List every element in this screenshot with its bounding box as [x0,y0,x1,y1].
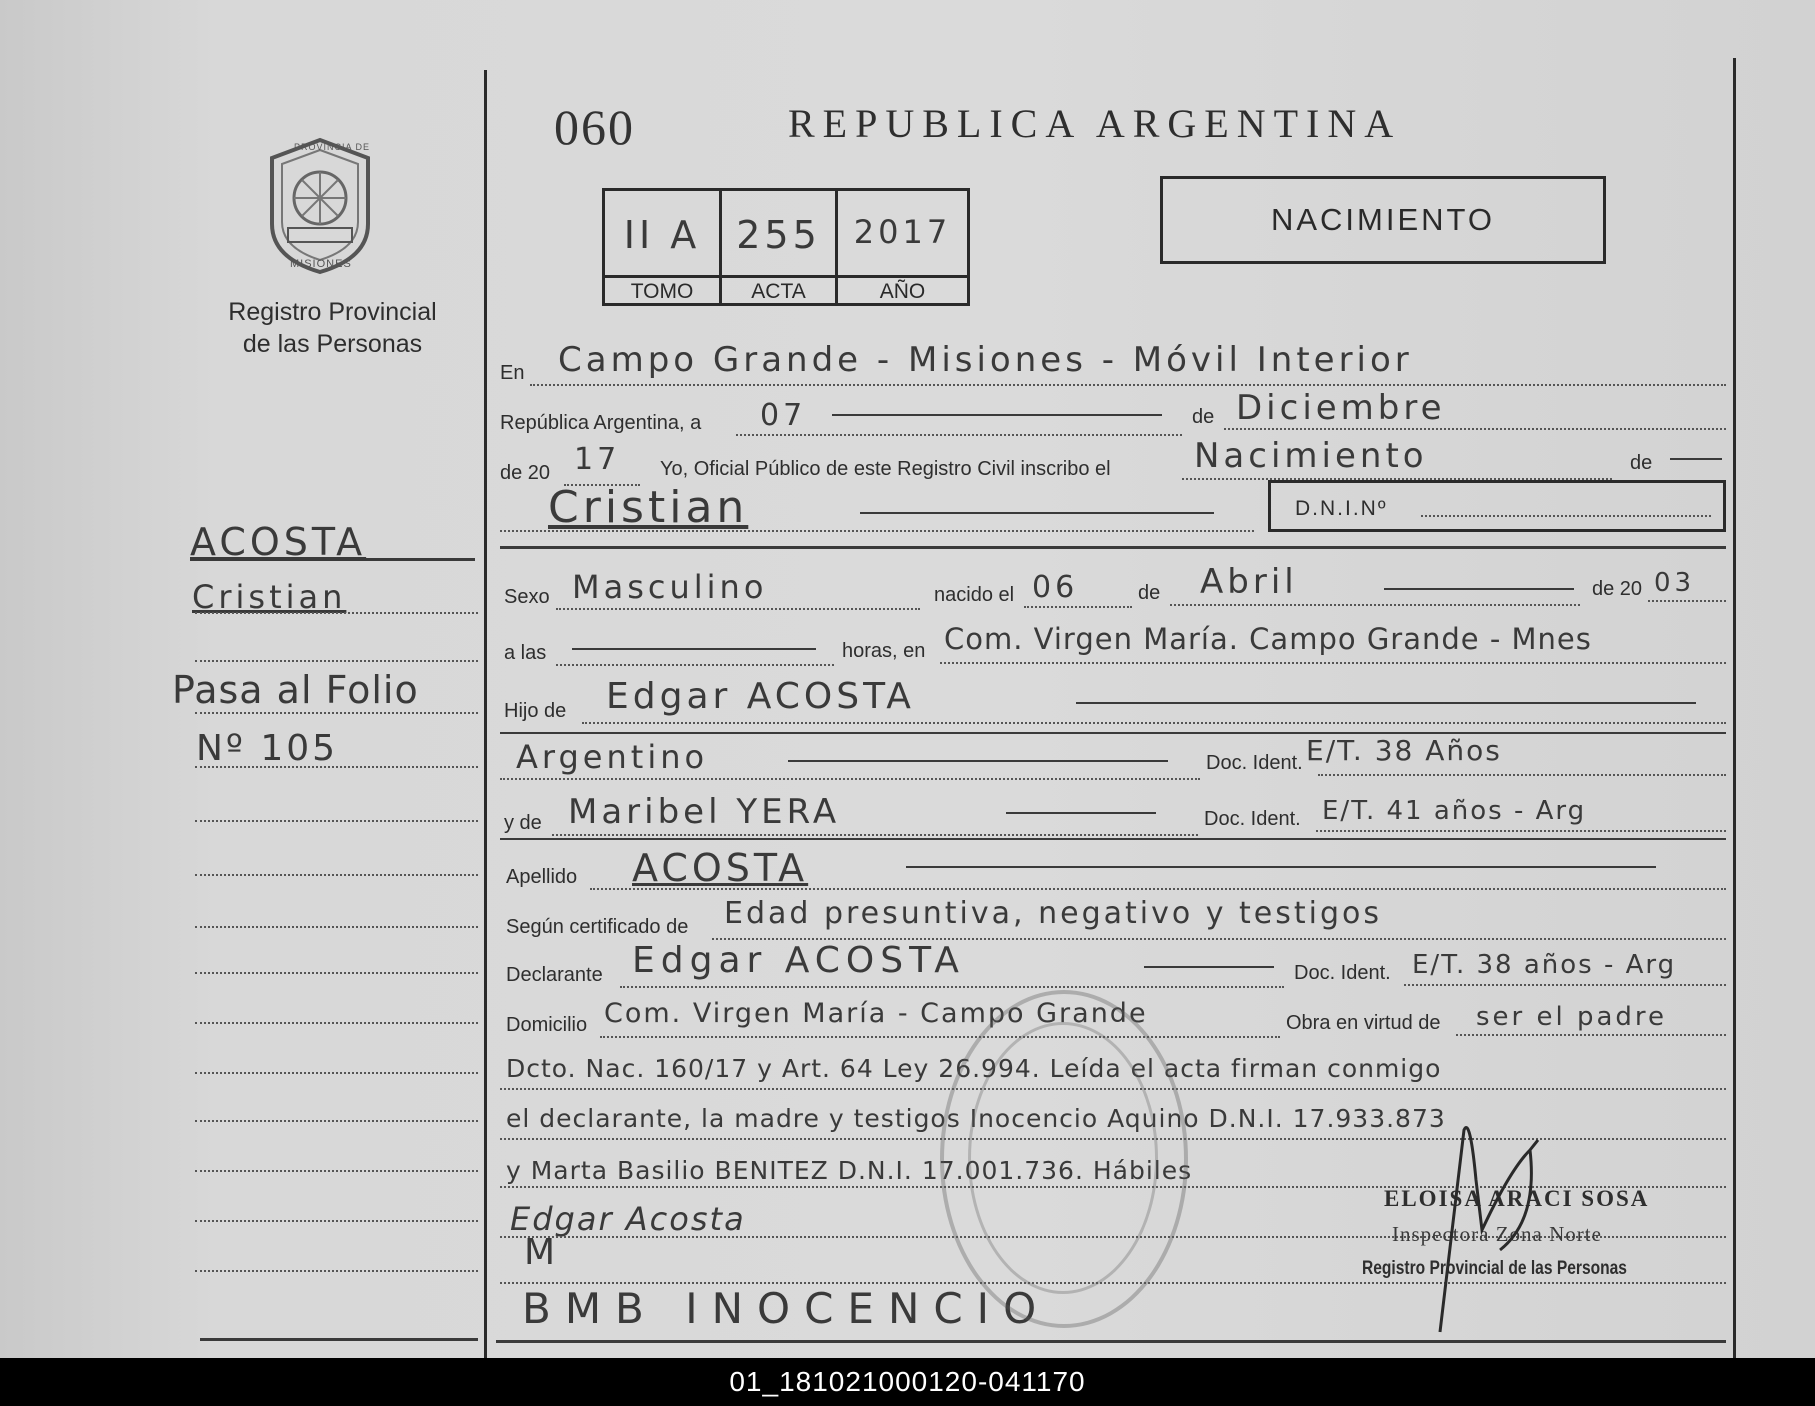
obra-value: ser el padre [1476,1002,1668,1032]
year-suffix: 17 [574,442,621,477]
tomo-label: TOMO [605,275,719,306]
tomo-cell [605,191,722,303]
margin-folio-line1: Pasa al Folio [172,668,419,712]
declarant-doc-value: E/T. 38 años - Arg [1412,950,1677,980]
registry-name-line2: de las Personas [242,330,423,358]
declarant-doc-line [1404,984,1726,986]
margin-surname-rule [190,558,475,561]
domicilio-label: Domicilio [506,1014,588,1036]
nationality-dash [788,760,1168,762]
observations-line2: el declarante, la madre y testigos Inocencio Aquino D.N.I. 17.933.873 [506,1104,1446,1133]
de1-label: de [1192,406,1215,428]
de2-label: de [1630,452,1653,474]
dni-label: D.N.I.Nº [1295,497,1388,520]
margin-line [195,1022,478,1024]
inscription-value: Nacimiento [1194,436,1428,476]
month-line [1224,428,1726,430]
margin-line [195,1270,478,1272]
day-dash [832,414,1162,416]
dni-box [1268,480,1726,532]
month-value: Diciembre [1236,388,1446,428]
image-id-bar: 01_181021000120-041170 [0,1358,1815,1406]
sex-value: Masculino [572,568,768,606]
mother-doc-line [1316,830,1726,832]
margin-line [195,612,478,614]
form-right-border [1733,58,1736,1358]
child-name: Cristian [548,482,749,533]
declarant-line [620,986,1284,988]
doc-ident-label: Doc. Ident. [1206,752,1303,774]
birth-month-line [1170,604,1580,606]
declarant-signature: Edgar Acosta [510,1200,746,1238]
birth-year-suffix: 03 [1654,568,1696,598]
record-type-box: NACIMIENTO [1160,176,1606,264]
father-nationality: Argentino [516,738,709,776]
surname-value: ACOSTA [632,846,809,890]
acta-label: ACTA [722,275,835,306]
birth-place-value: Com. Virgen María. Campo Grande - Mnes [944,622,1592,656]
birth-month-dash [1384,588,1574,590]
birth-month-value: Abril [1200,562,1298,602]
margin-line [195,1120,478,1122]
document-number: 060 [554,99,635,155]
margin-line [195,1072,478,1074]
margin-line [195,766,478,768]
official-office: Registro Provincial de las Personas [1362,1258,1627,1279]
year-prefix-label: de 20 [500,462,551,484]
day-value: 07 [760,398,807,433]
father-doc-line [1318,774,1726,776]
mother-value: Maribel YERA [568,792,841,832]
child-name-dash [860,512,1214,514]
oficial-label: Yo, Oficial Público de este Registro Civil inscribo el [660,458,1111,480]
registry-name [195,296,470,360]
day-line [736,434,1182,436]
mother-line [552,834,1198,836]
surname-dash [906,866,1656,868]
place-line [530,384,1726,386]
place-value: Campo Grande - Misiones - Móvil Interior [558,340,1413,380]
doc-ident-label: Doc. Ident. [1294,962,1391,984]
alas-label: a las [504,642,547,664]
yde-label: y de [504,812,542,834]
acta-cell [722,191,838,303]
margin-bottom-rule [200,1338,478,1341]
doc-ident-label: Doc. Ident. [1204,808,1301,830]
margin-given-name: Cristian [192,578,347,616]
de2-dash [1670,458,1722,460]
declarante-label: Declarante [506,964,603,986]
sexo-label: Sexo [504,586,550,608]
observations-line3: y Marta Basilio BENITEZ D.N.I. 17.001.736. Hábiles [506,1156,1193,1185]
obra-line [1456,1034,1726,1036]
seal-text-top: PROVINCIA DE [294,142,371,152]
official-stamp [940,990,1188,1328]
domicile-value: Com. Virgen María - Campo Grande [604,998,1148,1029]
initial-signature: M [524,1232,560,1273]
witness-signature: BMB INOCENCIO [522,1284,1051,1333]
margin-line [195,1170,478,1172]
observations-line1: Dcto. Nac. 160/17 y Art. 64 Ley 26.994. Leída el acta firman conmigo [506,1054,1442,1083]
reference-box [602,188,970,306]
section-rule [500,546,1726,549]
margin-line [195,660,478,662]
apellido-label: Apellido [506,866,578,888]
acta-value: 255 [736,213,821,257]
segun-label: Según certificado de [506,916,689,938]
father-rule [500,732,1726,734]
ano-value: 2017 [853,213,952,251]
registry-name-line1: Registro Provincial [228,298,437,326]
form-bottom-rule [496,1340,1726,1343]
hour-dash [572,648,816,650]
obra-label: Obra en virtud de [1286,1012,1441,1034]
margin-line [195,1220,478,1222]
domicile-line [600,1036,1280,1038]
margin-line [195,820,478,822]
birth-day-line [1024,606,1132,608]
stamp-inner-ring [968,1022,1158,1294]
nacido-label: nacido el [934,584,1015,606]
margin-line [195,926,478,928]
en-label: En [500,362,525,384]
birth-place-line [940,662,1726,664]
ano-cell [838,191,967,303]
country-title: REPUBLICA ARGENTINA [788,101,1402,146]
declarant-value: Edgar ACOSTA [632,940,965,981]
hijo-label: Hijo de [504,700,567,722]
child-name-line [500,530,1254,532]
father-value: Edgar ACOSTA [606,676,915,717]
margin-line [195,972,478,974]
de3-label: de [1138,582,1161,604]
seal-text-bottom: MISIONES [290,258,352,270]
margin-folio-line2: Nº 105 [196,728,339,769]
hour-line [556,664,834,666]
mother-dash [1006,812,1156,814]
provincia-seal-icon [260,136,380,276]
birth-year-prefix-label: de 20 [1592,578,1643,600]
mother-rule [500,838,1726,840]
margin-line [195,874,478,876]
birth-year-line [1648,600,1726,602]
father-line [582,722,1726,724]
nationality-line [500,778,1200,780]
republica-label: República Argentina, a [500,412,702,434]
father-doc-value: E/T. 38 Años [1306,734,1502,767]
tomo-value: II A [623,213,701,257]
mother-doc-value: E/T. 41 años - Arg [1322,796,1587,826]
official-name: ELOISA ARACI SOSA [1384,1186,1650,1211]
birth-day-value: 06 [1032,570,1079,605]
official-signature-stroke [1420,1110,1570,1340]
father-dash [1076,702,1696,704]
sex-line [556,608,920,610]
official-title: Inspectora Zona Norte [1392,1222,1602,1246]
ano-label: AÑO [838,275,967,306]
declarant-dash [1144,966,1274,968]
left-column-border [484,70,487,1358]
horas-label: horas, en [842,640,926,662]
certificate-value: Edad presuntiva, negativo y testigos [724,896,1383,931]
margin-line [195,712,478,714]
margin-surname: ACOSTA [190,520,367,564]
dni-line [1421,515,1711,517]
